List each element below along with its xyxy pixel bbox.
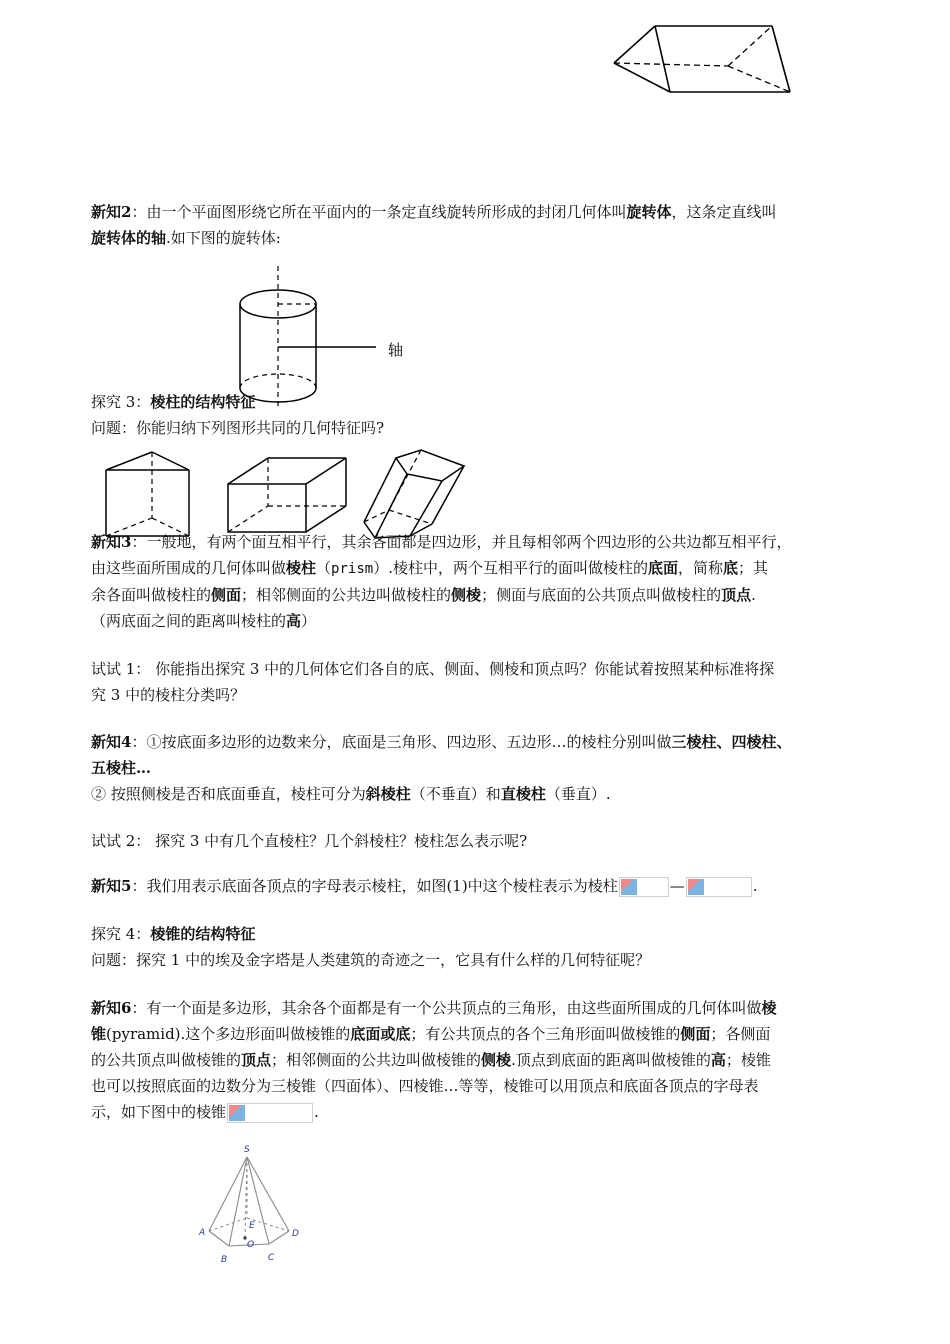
missing-image-placeholder xyxy=(619,877,669,897)
xinzhi3-text-10: . xyxy=(751,586,756,604)
shishi2-paragraph xyxy=(91,828,881,854)
vertex-label-B: B xyxy=(221,1255,228,1265)
xinzhi5-paragraph xyxy=(91,873,881,899)
xinzhi4-term-oblique: 斜棱柱 xyxy=(365,785,411,803)
shishi2-text: 试试 2： 探究 3 中有几个直棱柱？几个斜棱柱？棱柱怎么表示呢? xyxy=(91,832,528,850)
broken-image-icon xyxy=(621,879,637,895)
xinzhi6-term-vertex: 顶点 xyxy=(241,1051,272,1069)
vertex-label-D: D xyxy=(292,1229,299,1239)
xinzhi6-text-7: .顶点到底面的距离叫做棱锥的 xyxy=(511,1051,711,1069)
xinzhi3-text-6: ；其 xyxy=(738,559,769,577)
xinzhi2-text-3: .如下图的旋转体: xyxy=(166,229,281,247)
xinzhi5-dash: — xyxy=(669,877,685,895)
tanjiu4-question: 问题：探究 1 中的埃及金字塔是人类建筑的奇迹之一，它具有什么样的几何特征呢？ xyxy=(91,951,651,969)
vertex-label-E: E xyxy=(249,1221,255,1231)
xinzhi3-text-1: ：一般地，有两个面互相平行，其余各面都是四边形，并且每相邻两个四边形的公共边都互相平行， xyxy=(131,533,792,551)
xinzhi6-term-height: 高 xyxy=(710,1051,726,1069)
prism-figure-1 xyxy=(106,452,189,536)
shishi1-paragraph xyxy=(91,656,881,708)
xinzhi3-english-prism: prism xyxy=(331,561,374,577)
xinzhi6-text-1: ：有一个面是多边形，其余各个面都是有一个公共顶点的三角形，由这些面所围成的几何体叫做 xyxy=(131,999,762,1017)
xinzhi6-text-6: ；相邻侧面的公共边叫做棱锥的 xyxy=(271,1051,482,1069)
xinzhi3-text-9: ；侧面与底面的公共顶点叫做棱柱的 xyxy=(481,586,722,604)
xinzhi6-text-4: ；各侧面 xyxy=(710,1025,771,1043)
prism-figures xyxy=(100,448,480,540)
xinzhi4-text-2: ② 按照侧棱是否和底面垂直，棱柱可分为 xyxy=(91,785,366,803)
tanjiu3-question: 问题：你能归纳下列图形共同的几何特征吗? xyxy=(91,419,385,437)
xinzhi4-paragraph xyxy=(91,729,881,807)
axis-label: 轴 xyxy=(388,341,404,359)
xinzhi3-text-12: ） xyxy=(301,612,317,630)
tanjiu3-title: 棱柱的结构特征 xyxy=(150,393,256,411)
xinzhi3-label: 新知3 xyxy=(91,533,132,551)
xinzhi3-term-vertex: 顶点 xyxy=(721,586,752,604)
xinzhi6-text-2: (pyramid).这个多边形面叫做棱锥的 xyxy=(106,1025,351,1043)
xinzhi4-term-prism-types: 三棱柱、四棱柱、 xyxy=(671,733,792,751)
xinzhi3-text-2: 由这些面所围成的几何体叫做 xyxy=(91,559,287,577)
tanjiu3-prefix: 探究 3： xyxy=(91,393,151,411)
vertex-label-C: C xyxy=(268,1253,275,1263)
xinzhi4-text-3: （不垂直）和 xyxy=(410,785,501,803)
xinzhi3-text-4: ）.棱柱中，两个互相平行的面叫做棱柱的 xyxy=(373,559,648,577)
xinzhi3-term-di: 底 xyxy=(723,559,739,577)
missing-image-placeholder xyxy=(227,1103,313,1123)
xinzhi3-text-11: （两底面之间的距离叫棱柱的 xyxy=(91,612,287,630)
xinzhi6-text-9: 也可以按照底面的边数分为三棱锥（四面体）、四棱锥…等等，棱锥可以用顶点和底面各顶点的字母表 xyxy=(91,1077,759,1095)
xinzhi3-term-lateral-edge: 侧棱 xyxy=(451,586,482,604)
xinzhi3-term-height: 高 xyxy=(286,612,302,630)
xinzhi2-text-1: ：由一个平面图形绕它所在平面内的一条定直线旋转所形成的封闭几何体叫 xyxy=(131,203,627,221)
shishi1-line-2: 究 3 中的棱柱分类吗？ xyxy=(91,686,246,704)
shishi1-line-1: 试试 1： 你能指出探究 3 中的几何体它们各自的底、侧面、侧棱和顶点吗？你能试着按照某种标准将探 xyxy=(91,660,775,678)
tanjiu4-title: 棱锥的结构特征 xyxy=(150,925,256,943)
xinzhi4-term-pentagonal: 五棱柱… xyxy=(91,759,152,777)
xinzhi6-term-pyramid-1: 棱 xyxy=(761,999,777,1017)
xinzhi3-text-8: ；相邻侧面的公共边叫做棱柱的 xyxy=(241,586,452,604)
xinzhi3-paren-open: （ xyxy=(316,559,332,577)
xinzhi3-term-prism: 棱柱 xyxy=(286,559,317,577)
missing-image-placeholder xyxy=(686,877,752,897)
xinzhi2-label: 新知2 xyxy=(91,203,132,221)
xinzhi3-term-base: 底面 xyxy=(647,559,678,577)
xinzhi6-paragraph xyxy=(91,995,881,1125)
xinzhi6-text-3: ；有公共顶点的各个三角形面叫做棱锥的 xyxy=(410,1025,681,1043)
xinzhi6-label: 新知6 xyxy=(91,999,132,1017)
tanjiu3-block xyxy=(91,389,881,441)
xinzhi2-paragraph xyxy=(91,199,881,251)
broken-image-icon xyxy=(229,1105,245,1121)
tanjiu4-prefix: 探究 4： xyxy=(91,925,151,943)
xinzhi2-text-2: ，这条定直线叫 xyxy=(671,203,777,221)
vertex-label-S: S xyxy=(244,1145,250,1155)
xinzhi6-term-lateral-face: 侧面 xyxy=(680,1025,711,1043)
xinzhi6-term-lateral-edge: 侧棱 xyxy=(481,1051,512,1069)
xinzhi6-text-5: 的公共顶点叫做棱锥的 xyxy=(91,1051,242,1069)
xinzhi6-text-8: ；棱锥 xyxy=(725,1051,771,1069)
xinzhi3-text-7: 余各面叫做棱柱的 xyxy=(91,586,212,604)
vertex-label-A: A xyxy=(199,1228,206,1238)
point-label-O: O xyxy=(247,1240,255,1250)
xinzhi6-end: . xyxy=(314,1103,319,1121)
xinzhi4-text-1: ：①按底面多边形的边数来分，底面是三角形、四边形、五边形…的棱柱分别叫做 xyxy=(131,733,672,751)
broken-image-icon xyxy=(688,879,704,895)
xinzhi5-text-1: ：我们用表示底面各顶点的字母表示棱柱，如图(1)中这个棱柱表示为棱柱 xyxy=(131,877,618,895)
tanjiu4-block xyxy=(91,921,881,973)
xinzhi3-text-5: ，简称 xyxy=(678,559,724,577)
triangular-prism-figure xyxy=(608,20,798,100)
xinzhi6-term-pyramid-2: 锥 xyxy=(91,1025,107,1043)
xinzhi4-text-4: （垂直）. xyxy=(545,785,611,803)
xinzhi6-text-10: 示，如下图中的棱锥 xyxy=(91,1103,227,1121)
xinzhi5-end: . xyxy=(752,877,758,895)
prism-figure-3 xyxy=(364,450,464,538)
xinzhi3-paragraph xyxy=(91,529,881,634)
xinzhi2-term-axis: 旋转体的轴 xyxy=(91,229,167,247)
xinzhi5-label: 新知5 xyxy=(91,877,132,895)
xinzhi3-term-lateral-face: 侧面 xyxy=(211,586,242,604)
xinzhi4-term-right: 直棱柱 xyxy=(500,785,546,803)
xinzhi4-label: 新知4 xyxy=(91,733,132,751)
pyramid-figure xyxy=(190,1140,310,1270)
xinzhi6-term-base: 底面或底 xyxy=(350,1025,411,1043)
xinzhi2-term-rotation-body: 旋转体 xyxy=(626,203,672,221)
